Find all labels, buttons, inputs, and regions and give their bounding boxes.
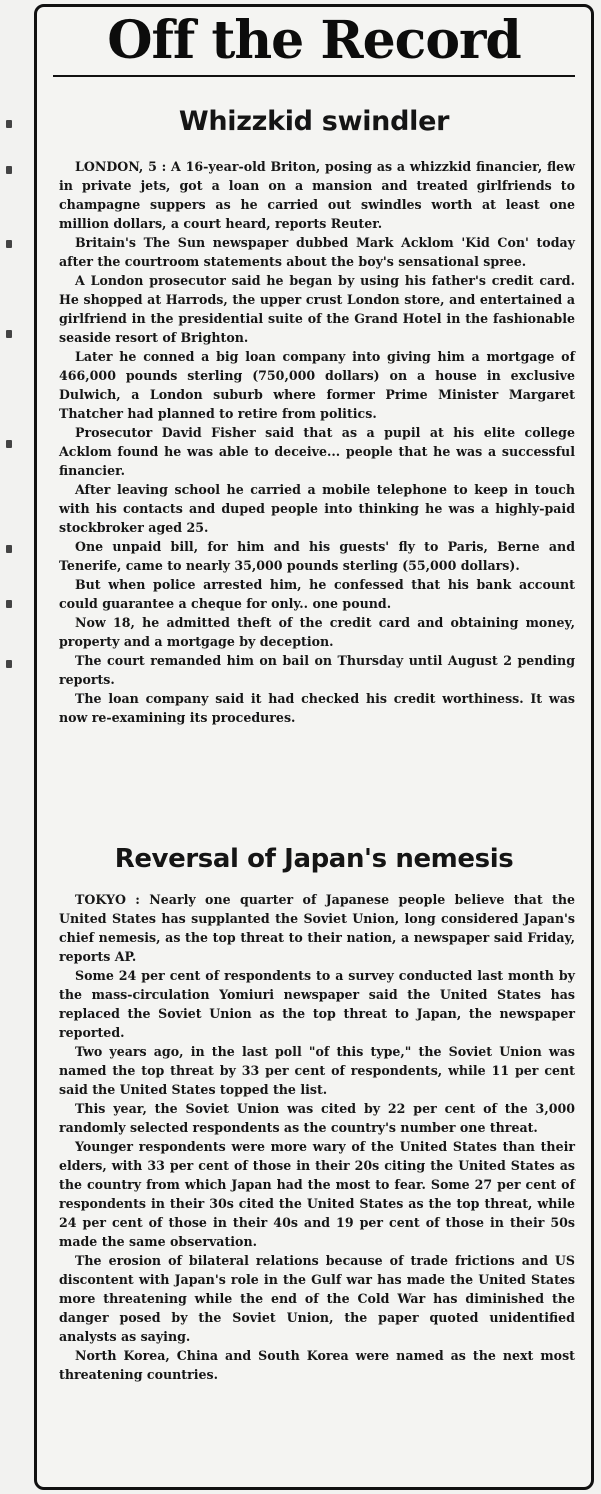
article-paragraph: After leaving school he carried a mobile telephone to keep in touch with his contacts and duped people into thinking he was a highly-paid stockbroker aged 25. <box>59 482 575 535</box>
article-2-body <box>59 890 575 1384</box>
article-paragraph: The erosion of bilateral relations because of trade frictions and US discontent with Japan's role in the Gulf war has made the United States more threatening while the end of the Cold War has diminished the danger posed by the Soviet Union, the paper quoted unidentified analysts as saying. <box>59 1253 575 1344</box>
article-1-headline: Whizzkid swindler <box>178 106 450 137</box>
article-paragraph: Now 18, he admitted theft of the credit card and obtaining money, property and a mortgage by deception. <box>59 615 575 649</box>
article-paragraph: Some 24 per cent of respondents to a survey conducted last month by the mass-circulation Yomiuri newspaper said the United States has replaced the Soviet Union as the top threat to Japan, the newspaper reported. <box>59 968 575 1040</box>
article-paragraph: North Korea, China and South Korea were named as the next most threatening countries. <box>59 1348 575 1382</box>
article-paragraph: Britain's The Sun newspaper dubbed Mark Acklom 'Kid Con' today after the courtroom statements about the boy's sensational spree. <box>59 235 575 269</box>
article-paragraph: The court remanded him on bail on Thursday until August 2 pending reports. <box>59 653 575 687</box>
column-box <box>34 4 594 1490</box>
article-paragraph: This year, the Soviet Union was cited by 22 per cent of the 3,000 randomly selected respondents as the country's number one threat. <box>59 1101 575 1135</box>
article-paragraph: TOKYO : Nearly one quarter of Japanese people believe that the United States has supplanted the Soviet Union, long considered Japan's chief nemesis, as the top threat to their nation, a newspaper said Friday, reports AP. <box>59 892 575 964</box>
article-paragraph: But when police arrested him, he confessed that his bank account could guarantee a cheque for only.. one pound. <box>59 577 575 611</box>
article-paragraph: LONDON, 5 : A 16-year-old Briton, posing as a whizzkid financier, flew in private jets, got a loan on a mansion and treated girlfriends to champagne suppers as he carried out swindles worth at least one million dollars, a court heard, reports Reuter. <box>59 159 575 231</box>
column-title: Off the Record <box>107 10 521 71</box>
title-divider <box>53 75 575 77</box>
adjacent-column-fragments <box>0 0 28 1494</box>
article-1-body <box>59 157 575 727</box>
article-paragraph: Two years ago, in the last poll "of this type," the Soviet Union was named the top threat by 33 per cent of respondents, while 11 per cent said the United States topped the list. <box>59 1044 575 1097</box>
article-paragraph: A London prosecutor said he began by using his father's credit card. He shopped at Harrods, the upper crust London store, and entertained a girlfriend in the presidential suite of the Grand Hotel in the fashionable seaside resort of Brighton. <box>59 273 575 345</box>
article-paragraph: One unpaid bill, for him and his guests' fly to Paris, Berne and Tenerife, came to nearly 35,000 pounds sterling (55,000 dollars). <box>59 539 575 573</box>
article-paragraph: Prosecutor David Fisher said that as a pupil at his elite college Acklom found he was able to deceive... people that he was a successful financier. <box>59 425 575 478</box>
article-paragraph: The loan company said it had checked his credit worthiness. It was now re-examining its procedures. <box>59 691 575 725</box>
article-paragraph: Later he conned a big loan company into giving him a mortgage of 466,000 pounds sterling (750,000 dollars) on a house in exclusive Dulwich, a London suburb where former Prime Minister Margaret Thatcher had planned to retire from politics. <box>59 349 575 421</box>
article-2-headline: Reversal of Japan's nemesis <box>114 844 514 874</box>
article-paragraph: Younger respondents were more wary of the United States than their elders, with 33 per cent of those in their 20s citing the United States as the country from which Japan had the most to fear. Some 27 per cent of respondents in their 30s cited the United States as the top threat, while 24 per cent of those in their 40s and 19 per cent of those in their 50s made the same observation. <box>59 1139 575 1249</box>
